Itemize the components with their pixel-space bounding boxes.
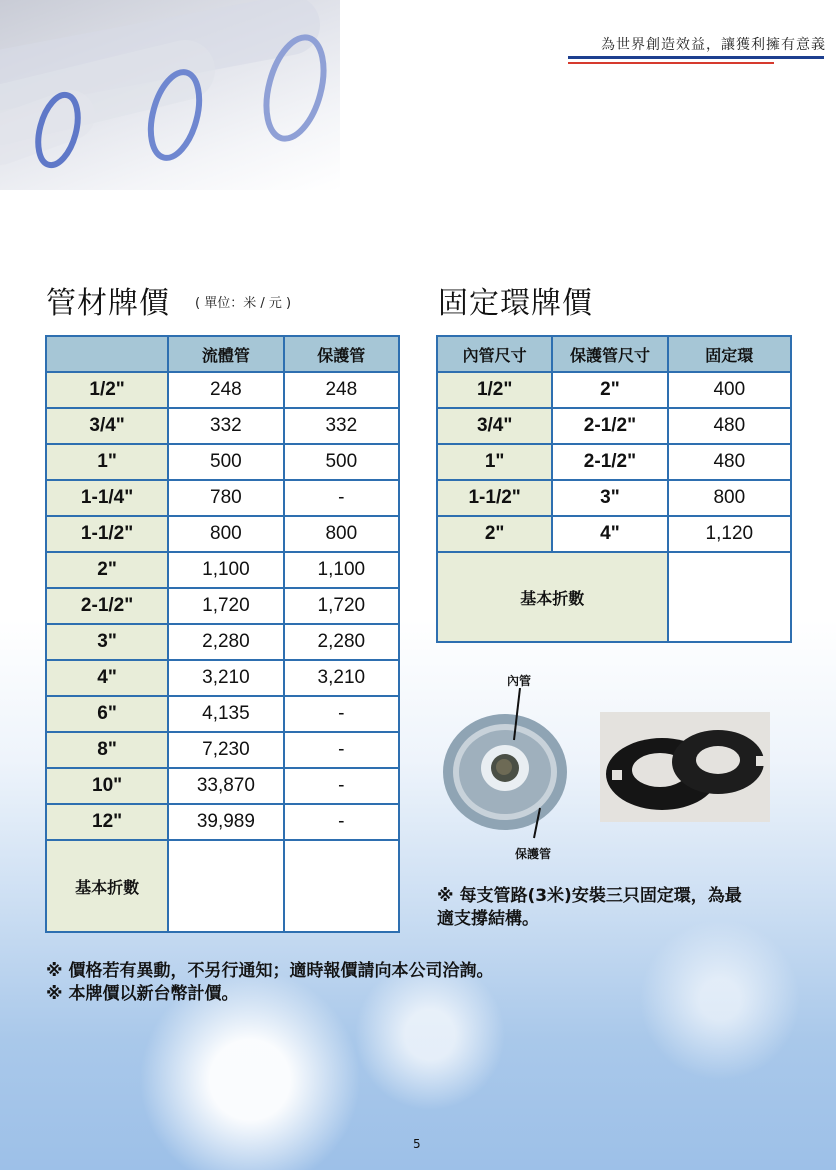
fluid-pipe-price-cell: 2,280 <box>168 624 283 660</box>
ring-note-line: 適支撐結構。 <box>437 909 539 929</box>
discount-row <box>46 840 399 932</box>
size-cell: 3" <box>46 624 168 660</box>
table-row <box>46 696 399 732</box>
pipe-price-table <box>45 335 400 933</box>
table-header-cell: 流體管 <box>168 336 283 372</box>
table-row <box>46 660 399 696</box>
pipe-price-unit: ( 單位：米 / 元 ) <box>195 296 292 311</box>
discount-value-cell <box>284 840 399 932</box>
protective-pipe-price-cell: 332 <box>284 408 399 444</box>
fluid-pipe-price-cell: 3,210 <box>168 660 283 696</box>
protective-pipe-price-cell: - <box>284 732 399 768</box>
ring-note <box>437 885 742 931</box>
fluid-pipe-price-cell: 500 <box>168 444 283 480</box>
ring-price-cell: 480 <box>668 444 791 480</box>
fluid-pipe-price-cell: 7,230 <box>168 732 283 768</box>
protective-pipe-price-cell: - <box>284 480 399 516</box>
footer-note: ※ 本牌價以新台幣計價。 <box>46 984 239 1004</box>
protective-pipe-price-cell: - <box>284 768 399 804</box>
size-cell: 2" <box>46 552 168 588</box>
inner-pipe-label: 內管 <box>507 674 532 688</box>
ring-price-title: 固定環牌價 <box>438 286 593 321</box>
fluid-pipe-price-cell: 4,135 <box>168 696 283 732</box>
header-rule-blue <box>568 56 824 59</box>
discount-row <box>437 552 791 642</box>
protective-pipe-price-cell: - <box>284 696 399 732</box>
table-row <box>46 732 399 768</box>
discount-label: 基本折數 <box>46 840 168 932</box>
size-cell: 1-1/4" <box>46 480 168 516</box>
ring-price-cell: 400 <box>668 372 791 408</box>
table-row <box>46 552 399 588</box>
fluid-pipe-price-cell: 332 <box>168 408 283 444</box>
table-header-cell: 固定環 <box>668 336 791 372</box>
discount-label: 基本折數 <box>437 552 668 642</box>
inner-size-cell: 1" <box>437 444 552 480</box>
inner-size-cell: 1/2" <box>437 372 552 408</box>
protective-pipe-price-cell: 2,280 <box>284 624 399 660</box>
table-header-row <box>46 336 399 372</box>
outer-pipe-label: 保護管 <box>515 847 552 861</box>
discount-value-cell <box>168 840 283 932</box>
size-cell: 1-1/2" <box>46 516 168 552</box>
table-header-cell: 內管尺寸 <box>437 336 552 372</box>
company-slogan: 為世界創造效益，讓獲利擁有意義 <box>601 37 826 53</box>
clear-pipes-photo <box>0 0 340 190</box>
size-cell: 2-1/2" <box>46 588 168 624</box>
footer-notes <box>46 960 493 1006</box>
fluid-pipe-price-cell: 1,100 <box>168 552 283 588</box>
ring-price-cell: 1,120 <box>668 516 791 552</box>
size-cell: 1" <box>46 444 168 480</box>
size-cell: 12" <box>46 804 168 840</box>
fluid-pipe-price-cell: 800 <box>168 516 283 552</box>
inner-size-cell: 3/4" <box>437 408 552 444</box>
ring-price-cell: 800 <box>668 480 791 516</box>
table-header-row <box>437 336 791 372</box>
fluid-pipe-price-cell: 248 <box>168 372 283 408</box>
protective-size-cell: 2-1/2" <box>552 408 667 444</box>
table-row <box>46 588 399 624</box>
table-row <box>46 444 399 480</box>
table-header-cell: 保護管尺寸 <box>552 336 667 372</box>
protective-size-cell: 2" <box>552 372 667 408</box>
ring-note-line: ※ 每支管路(3米)安裝三只固定環，為最 <box>437 886 742 906</box>
table-row <box>46 804 399 840</box>
size-cell: 3/4" <box>46 408 168 444</box>
size-cell: 1/2" <box>46 372 168 408</box>
table-header-cell <box>46 336 168 372</box>
protective-size-cell: 4" <box>552 516 667 552</box>
table-row <box>46 516 399 552</box>
header-rule-red <box>568 62 774 64</box>
ring-price-cell: 480 <box>668 408 791 444</box>
footer-note: ※ 價格若有異動，不另行通知；適時報價請向本公司洽詢。 <box>46 961 494 981</box>
table-header-cell: 保護管 <box>284 336 399 372</box>
table-row <box>46 408 399 444</box>
discount-value-cell <box>668 552 791 642</box>
fluid-pipe-price-cell: 1,720 <box>168 588 283 624</box>
size-cell: 10" <box>46 768 168 804</box>
table-row <box>46 372 399 408</box>
table-row <box>46 768 399 804</box>
protective-pipe-price-cell: - <box>284 804 399 840</box>
ring-price-table <box>436 335 792 643</box>
table-row <box>46 480 399 516</box>
pipe-price-title: 管材牌價 <box>46 286 170 321</box>
protective-size-cell: 3" <box>552 480 667 516</box>
protective-pipe-price-cell: 248 <box>284 372 399 408</box>
fluid-pipe-price-cell: 39,989 <box>168 804 283 840</box>
callout-lines <box>500 688 580 848</box>
fluid-pipe-price-cell: 780 <box>168 480 283 516</box>
fixing-ring-photo <box>600 712 770 822</box>
inner-size-cell: 2" <box>437 516 552 552</box>
table-row <box>437 480 791 516</box>
inner-size-cell: 1-1/2" <box>437 480 552 516</box>
size-cell: 4" <box>46 660 168 696</box>
protective-pipe-price-cell: 3,210 <box>284 660 399 696</box>
size-cell: 8" <box>46 732 168 768</box>
table-row <box>437 372 791 408</box>
fluid-pipe-price-cell: 33,870 <box>168 768 283 804</box>
protective-size-cell: 2-1/2" <box>552 444 667 480</box>
protective-pipe-price-cell: 500 <box>284 444 399 480</box>
table-row <box>437 444 791 480</box>
table-row <box>46 624 399 660</box>
page-number: 5 <box>413 1137 421 1151</box>
table-row <box>437 516 791 552</box>
protective-pipe-price-cell: 1,100 <box>284 552 399 588</box>
protective-pipe-price-cell: 800 <box>284 516 399 552</box>
size-cell: 6" <box>46 696 168 732</box>
table-row <box>437 408 791 444</box>
protective-pipe-price-cell: 1,720 <box>284 588 399 624</box>
